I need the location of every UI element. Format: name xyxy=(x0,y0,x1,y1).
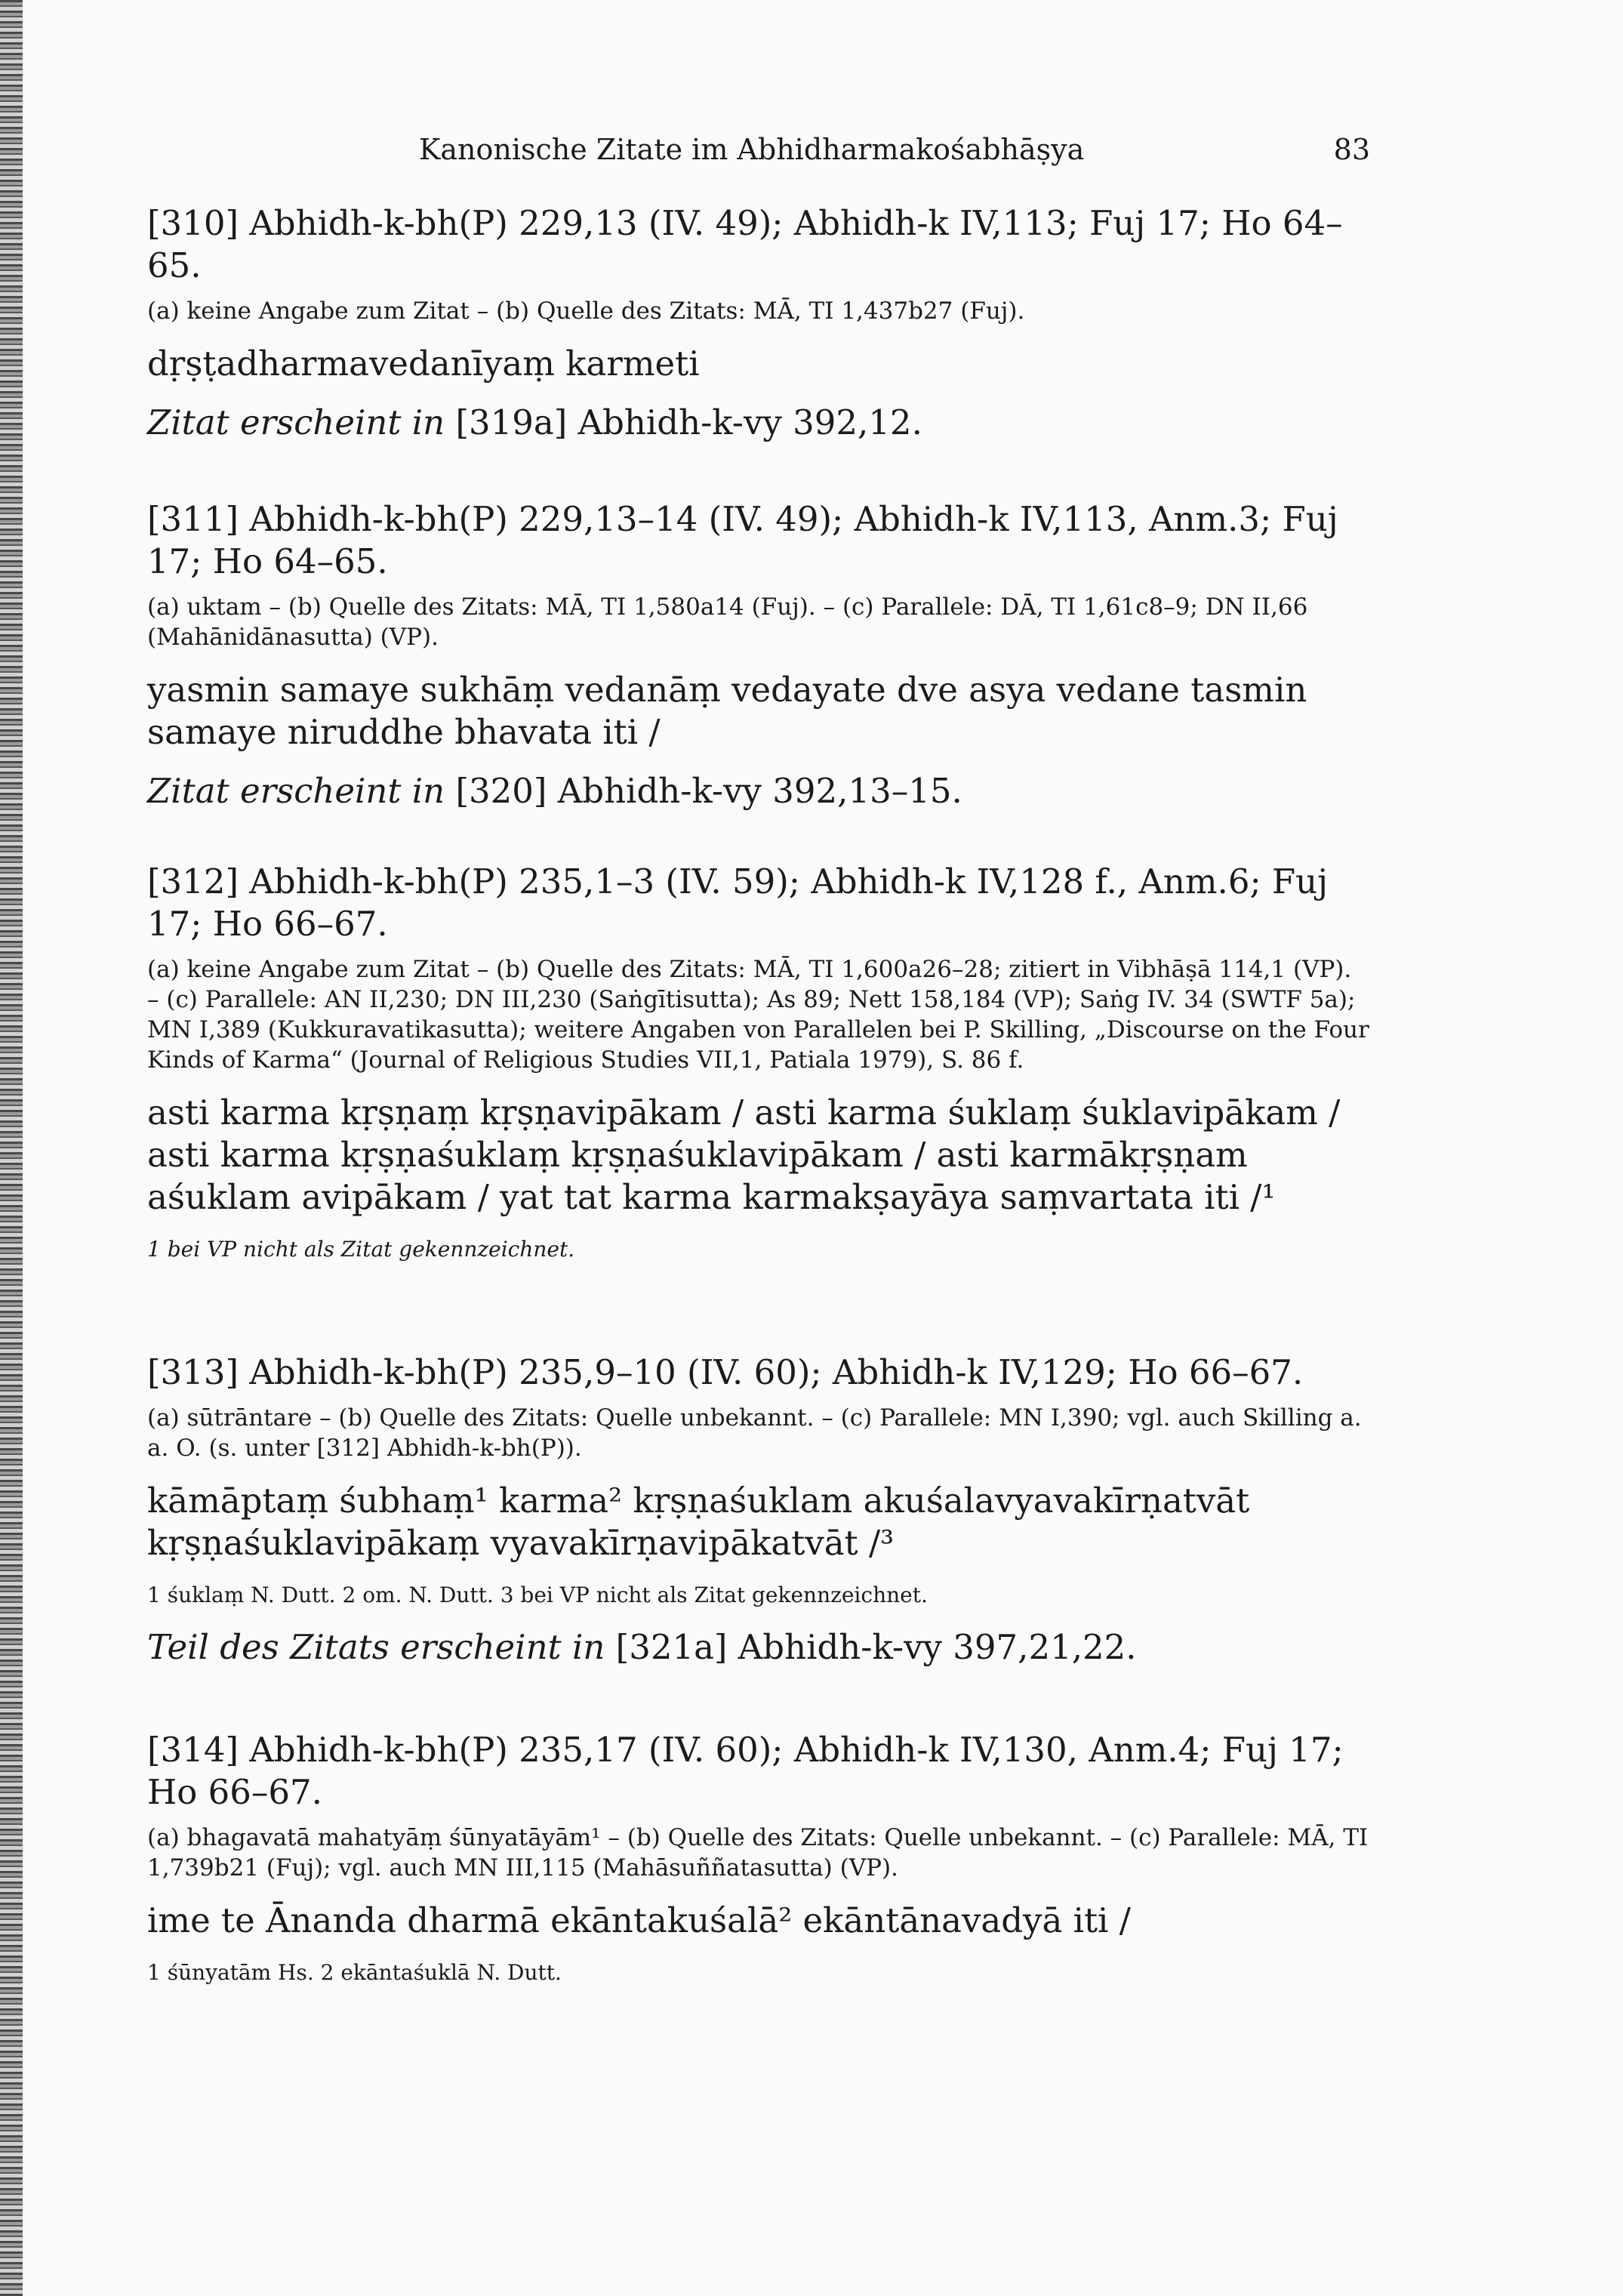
entry-reference: [314] Abhidh-k-bh(P) 235,17 (IV. 60); Abhidh-k IV,130, Anm.4; Fuj 17; Ho 66–67. xyxy=(147,1730,1344,1812)
citation-ref: [320] Abhidh-k-vy 392,13–15. xyxy=(455,771,962,811)
entry-meta: (a) keine Angabe zum Zitat – (b) Quelle des Zitats: MĀ, TI 1,600a26–28; zitiert in Vibhāṣā 114,1 (VP). – (c) Parallele: AN II,230; DN III,230 (Saṅgītisutta); As 89; Nett 158,184 (VP); Saṅg IV. 34 (SWTF 5a); MN I,389 (Kukkuravatikasutta); weitere Angaben von Parallelen bei P. Skilling, „Discourse on the Four Kinds of Karma“ (Journal of Religious Studies VII,1, Patiala 1979), S. 86 f. xyxy=(147,956,1369,1074)
entry-reference: [313] Abhidh-k-bh(P) 235,9–10 (IV. 60); Abhidh-k IV,129; Ho 66–67. xyxy=(147,1352,1304,1392)
entry-reference: [311] Abhidh-k-bh(P) 229,13–14 (IV. 49); Abhidh-k IV,113, Anm.3; Fuj 17; Ho 64–65. xyxy=(147,499,1338,581)
entry-meta: (a) uktam – (b) Quelle des Zitats: MĀ, TI 1,580a14 (Fuj). – (c) Parallele: DĀ, TI 1,61c8–9; DN II,66 (Mahānidānasutta) (VP). xyxy=(147,593,1308,651)
footnote: 1 śūnyatām Hs. 2 ekāntaśuklā N. Dutt. xyxy=(147,1960,562,1985)
running-title: Kanonische Zitate im Abhidharmakośabhāṣya xyxy=(419,133,1085,166)
sanskrit-quote: dṛṣṭadharmavedanīyaṃ karmeti xyxy=(147,344,700,384)
entry-meta: (a) keine Angabe zum Zitat – (b) Quelle des Zitats: MĀ, TI 1,437b27 (Fuj). xyxy=(147,297,1025,325)
citation-line xyxy=(147,770,1370,812)
entry-reference: [310] Abhidh-k-bh(P) 229,13 (IV. 49); Abhidh-k IV,113; Fuj 17; Ho 64–65. xyxy=(147,203,1343,285)
citation-ref: [319a] Abhidh-k-vy 392,12. xyxy=(455,402,922,442)
sanskrit-quote: yasmin samaye sukhāṃ vedanāṃ vedayate dve asya vedane tasmin samaye niruddhe bhavata iti / xyxy=(147,670,1307,752)
sanskrit-quote: ime te Ānanda dharmā ekāntakuśalā² ekāntānavadyā iti / xyxy=(147,1900,1131,1940)
entry-313 xyxy=(147,1351,1370,1669)
entry-meta: (a) sūtrāntare – (b) Quelle des Zitats: Quelle unbekannt. – (c) Parallele: MN I,390; vgl. auch Skilling a. a. O. (s. unter [312] Abhidh-k-bh(P)). xyxy=(147,1404,1362,1462)
entry-meta: (a) bhagavatā mahatyāṃ śūnyatāyām¹ – (b) Quelle des Zitats: Quelle unbekannt. – (c) Parallele: MĀ, TI 1,739b21 (Fuj); vgl. auch MN III,115 (Mahāsuññatasutta) (VP). xyxy=(147,1824,1369,1881)
page-number: 83 xyxy=(1333,133,1370,166)
footnote: 1 bei VP nicht als Zitat gekennzeichnet. xyxy=(147,1237,575,1262)
footnote: 1 śuklaṃ N. Dutt. 2 om. N. Dutt. 3 bei VP nicht als Zitat gekennzeichnet. xyxy=(147,1583,928,1607)
entry-312 xyxy=(147,861,1370,1264)
scan-edge xyxy=(0,0,23,2296)
citation-label: Zitat erscheint in xyxy=(147,402,445,442)
citation-label: Teil des Zitats erscheint in xyxy=(147,1627,605,1667)
entry-314 xyxy=(147,1729,1370,1987)
citation-label: Zitat erscheint in xyxy=(147,771,445,811)
entry-reference: [312] Abhidh-k-bh(P) 235,1–3 (IV. 59); Abhidh-k IV,128 f., Anm.6; Fuj 17; Ho 66–67. xyxy=(147,861,1329,944)
citation-line xyxy=(147,402,1370,444)
sanskrit-quote: kāmāptaṃ śubhaṃ¹ karma² kṛṣṇaśuklam akuśalavyavakīrṇatvāt kṛṣṇaśuklavipākaṃ vyavakīrṇavipākatvāt /³ xyxy=(147,1481,1250,1563)
citation-line xyxy=(147,1626,1370,1669)
citation-ref: [321a] Abhidh-k-vy 397,21,22. xyxy=(615,1627,1137,1667)
entry-310 xyxy=(147,202,1370,444)
entry-311 xyxy=(147,498,1370,812)
sanskrit-quote: asti karma kṛṣṇaṃ kṛṣṇavipākam / asti karma śuklaṃ śuklavipākam / asti karma kṛṣṇaśuklaṃ kṛṣṇaśuklavipākam / asti karmākṛṣṇam aśuklam avipākam / yat tat karma karmakṣayāya saṃvartata iti /¹ xyxy=(147,1093,1341,1217)
